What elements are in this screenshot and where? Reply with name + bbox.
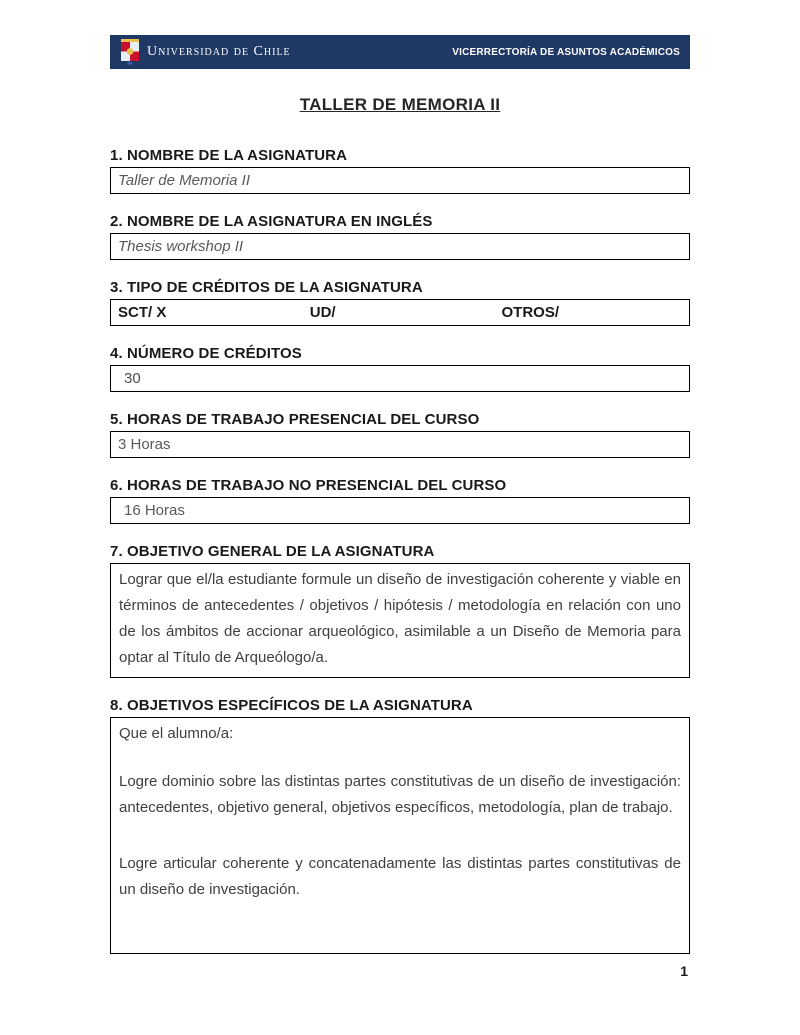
section-4-value-box	[110, 365, 690, 392]
section-tipo-creditos	[110, 279, 690, 326]
section-5-label: 5. HORAS DE TRABAJO PRESENCIAL DEL CURSO	[110, 411, 480, 428]
section-1-value: Taller de Memoria II	[118, 172, 250, 189]
section-8-label: 8. OBJETIVOS ESPECÍFICOS DE LA ASIGNATURA	[110, 697, 473, 714]
credit-type-ud: UD/	[309, 304, 336, 321]
section-7-label: 7. OBJETIVO GENERAL DE LA ASIGNATURA	[110, 543, 435, 560]
section-1-label: 1. NOMBRE DE LA ASIGNATURA	[110, 147, 348, 164]
section-5-value-box	[110, 431, 690, 458]
objetivo-general-text: Lograr que el/la estudiante formule un diseño de investigación coherente y viable en términos de antecedentes / objetivos / hipótesis / metodología en relación con uno de los ámbitos de accionar arqueológico, asimilable a un Diseño de Memoria para optar al Título de Arqueólogo/a.	[119, 571, 681, 666]
university-brand	[120, 39, 291, 65]
section-3-label: 3. TIPO DE CRÉDITOS DE LA ASIGNATURA	[110, 279, 423, 296]
section-4-value: 30	[124, 370, 141, 387]
university-logo-icon	[120, 39, 140, 65]
section-3-value-box	[110, 299, 690, 326]
objetivos-especificos-item-1: Logre dominio sobre las distintas partes constitutivas de un diseño de investigación: antecedentes, objetivo general, objetivos específicos, metodología, plan de trabajo.	[119, 773, 681, 816]
header-banner	[110, 35, 690, 69]
section-objetivo-general	[110, 543, 690, 678]
section-6-label: 6. HORAS DE TRABAJO NO PRESENCIAL DEL CURSO	[110, 477, 507, 494]
section-nombre-asignatura	[110, 147, 690, 194]
objetivos-especificos-intro: Que el alumno/a:	[119, 725, 234, 742]
section-7-value-box	[110, 563, 690, 678]
page-title: TALLER DE MEMORIA II	[299, 95, 501, 114]
section-numero-creditos	[110, 345, 690, 392]
credit-type-otros: OTROS/	[501, 304, 560, 321]
section-6-value: 16 Horas	[124, 502, 185, 519]
section-nombre-ingles	[110, 213, 690, 260]
page-number: 1	[680, 963, 688, 979]
section-horas-presencial	[110, 411, 690, 458]
objetivos-especificos-item-2: Logre articular coherente y concatenadamente las distintas partes constitutivas de un diseño de investigación.	[119, 855, 681, 898]
section-horas-no-presencial	[110, 477, 690, 524]
office-name: VICERRECTORÍA DE ASUNTOS ACADÉMICOS	[452, 46, 680, 58]
section-objetivos-especificos	[110, 697, 690, 954]
credit-type-sct: SCT/ X	[118, 304, 167, 321]
section-5-value: 3 Horas	[118, 436, 171, 453]
section-6-value-box	[110, 497, 690, 524]
section-4-label: 4. NÚMERO DE CRÉDITOS	[110, 345, 302, 362]
section-8-value-box	[110, 717, 690, 954]
section-2-value: Thesis workshop II	[118, 238, 244, 255]
section-1-value-box	[110, 167, 690, 194]
university-name: Universidad de Chile	[147, 44, 291, 59]
section-2-label: 2. NOMBRE DE LA ASIGNATURA EN INGLÉS	[110, 213, 433, 230]
section-2-value-box	[110, 233, 690, 260]
